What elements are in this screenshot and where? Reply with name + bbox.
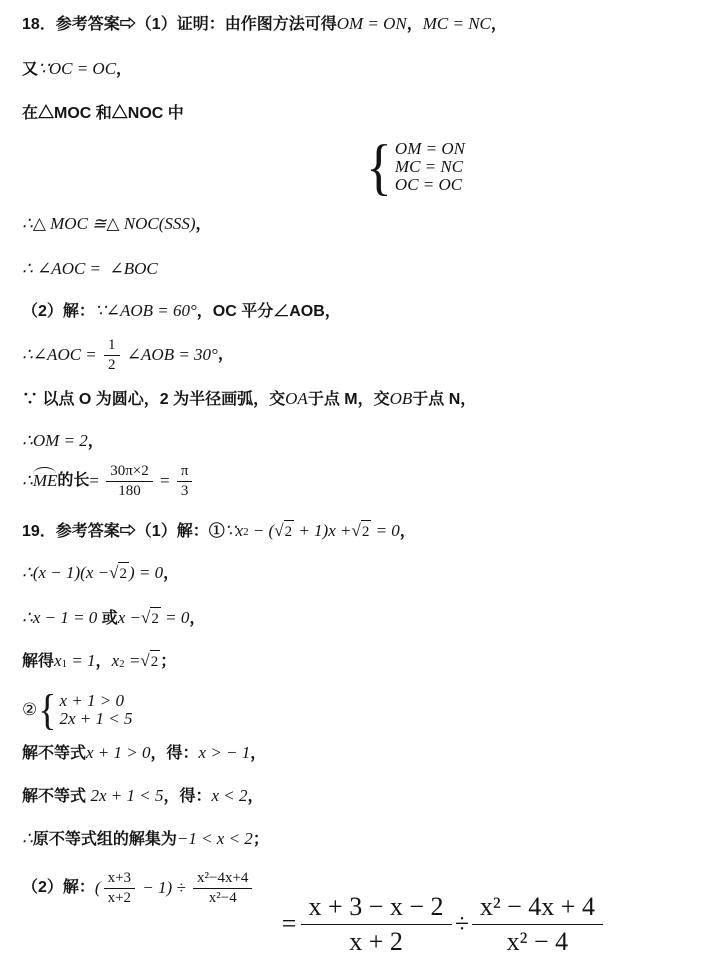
math-text: = xyxy=(280,909,298,938)
numerator: 30π×2 xyxy=(106,462,153,482)
math-text: x < 2 xyxy=(211,786,248,805)
math-text: = xyxy=(124,651,141,670)
system-row: OM = ON xyxy=(394,139,465,158)
label-text: 19．参考答案⇨（1）解：① xyxy=(22,523,225,540)
math-text: OM = ON xyxy=(336,14,407,33)
punct: ， xyxy=(163,565,180,582)
math-text: + 1)x + xyxy=(294,521,352,540)
fraction xyxy=(106,462,153,501)
math-text: x xyxy=(54,651,62,670)
punct: ， xyxy=(116,61,133,78)
punct: ； xyxy=(252,831,269,848)
math-text: OA xyxy=(285,389,308,408)
system-row: OC = OC xyxy=(394,175,463,194)
label-text: 18．参考答案⇨（1）证明：由作图方法可得 xyxy=(22,16,337,33)
punct: ， xyxy=(95,653,112,670)
label-text: 解不等式 xyxy=(22,788,91,805)
radicand: 2 xyxy=(284,520,295,543)
math-text: MC = NC xyxy=(422,14,491,33)
numerator: x² − 4x + 4 xyxy=(472,890,603,925)
math-text: ∴ xyxy=(22,829,33,848)
subscript: 1 xyxy=(61,658,68,670)
punct: ， xyxy=(406,16,423,33)
line-part2-start xyxy=(22,300,341,327)
left-brace: { xyxy=(38,685,57,735)
circled-number: ② xyxy=(22,700,38,719)
math-text: = 1 xyxy=(67,651,96,670)
math-text: − ( xyxy=(248,521,275,540)
numerator: x+3 xyxy=(104,869,135,889)
fraction xyxy=(193,869,252,908)
math-text: x xyxy=(111,651,120,670)
math-text: ∴ ∠AOC = ∠BOC xyxy=(22,259,158,278)
left-brace: { xyxy=(366,132,392,202)
denominator: 2 xyxy=(108,356,116,373)
denominator: x² − 4 xyxy=(506,926,569,956)
math-text: = 0 xyxy=(160,608,190,627)
punct: ， xyxy=(195,216,212,233)
line-angle-equality xyxy=(22,258,158,285)
radical-sign: √ xyxy=(351,521,361,540)
radical-sign: √ xyxy=(109,563,119,582)
punct: ， xyxy=(399,523,416,540)
system-row: 2x + 1 < 5 xyxy=(59,709,133,728)
line-congruence xyxy=(22,213,212,240)
line-oc-equal xyxy=(22,58,132,85)
sqrt-radical xyxy=(274,520,294,543)
math-text: ÷ xyxy=(454,909,469,938)
line-q18-start xyxy=(22,13,507,40)
math-text: x + 1 > 0 xyxy=(86,743,151,762)
line-om-2 xyxy=(22,430,104,457)
line-triangles xyxy=(22,103,184,129)
math-text: 2x + 1 < 5 xyxy=(90,786,164,805)
line-part2-expression xyxy=(22,864,255,912)
label-text: 解不等式 xyxy=(22,745,87,762)
radical-sign: √ xyxy=(141,608,151,627)
math-text: = xyxy=(155,471,174,490)
label-text: 或 xyxy=(97,610,118,627)
math-text: x − xyxy=(117,608,142,627)
radical-sign: √ xyxy=(140,651,150,670)
label-text: 在△MOC 和△NOC 中 xyxy=(22,105,184,122)
line-angle-aoc xyxy=(22,336,234,374)
math-text: − 1) ÷ xyxy=(138,878,191,897)
label-text: ，OC 平分∠AOB， xyxy=(196,303,341,320)
fraction xyxy=(104,869,135,908)
radicand: 2 xyxy=(361,520,372,543)
sqrt-radical xyxy=(109,562,129,585)
label-text: 又 xyxy=(22,61,39,78)
punct: ， xyxy=(217,346,234,363)
denominator: x + 2 xyxy=(349,926,403,956)
line-solve-ineq2 xyxy=(22,785,264,812)
line-arc-construction xyxy=(22,388,476,415)
punct: ， xyxy=(87,433,104,450)
denominator: 180 xyxy=(118,482,141,499)
math-text: ∴OM = 2 xyxy=(22,431,88,450)
math-text: ∴x − 1 = 0 xyxy=(22,608,98,627)
math-text: −1 < x < 2 xyxy=(176,829,253,848)
superscript: 2 xyxy=(243,526,249,538)
line-factored xyxy=(22,562,179,589)
fraction xyxy=(177,462,193,501)
label-text: （2）解： xyxy=(22,879,95,896)
punct: ， xyxy=(189,610,206,627)
math-text: ∴(x − 1)(x − xyxy=(22,563,110,582)
line-roots-cases xyxy=(22,607,205,634)
line-solution-set xyxy=(22,828,269,855)
label-text: ，得： xyxy=(150,745,199,762)
numerator: x²−4x+4 xyxy=(193,869,252,889)
math-text: = 0 xyxy=(371,521,400,540)
math-text: ∵∠AOB = 60° xyxy=(94,301,197,320)
math-text: ∴△ MOC ≅△ NOC(SSS) xyxy=(22,214,196,233)
radical-sign: √ xyxy=(274,521,284,540)
math-text: OB xyxy=(389,389,413,408)
line-solve-ineq1 xyxy=(22,742,266,769)
fraction xyxy=(472,890,603,958)
math-text: x > − 1 xyxy=(198,743,251,762)
sqrt-radical xyxy=(140,650,160,673)
label-text: 原不等式组的解集为 xyxy=(32,831,177,848)
system-row: x + 1 > 0 xyxy=(59,691,124,710)
denominator: x+2 xyxy=(107,889,132,906)
label-text: 于点 M，交 xyxy=(307,391,390,408)
label-text: ，得： xyxy=(163,788,212,805)
radicand: 2 xyxy=(118,562,129,585)
line-q19-start xyxy=(22,520,416,547)
fraction xyxy=(301,890,452,958)
punct: ， xyxy=(250,745,267,762)
label-text: 的长 xyxy=(57,472,90,489)
radicand: 2 xyxy=(150,650,161,673)
math-text: ∴ xyxy=(22,471,33,490)
line-simplified-expression xyxy=(280,891,606,956)
subscript: 2 xyxy=(119,658,125,670)
math-text: ∵OC = OC xyxy=(38,59,117,78)
math-text: = xyxy=(89,471,104,490)
math-text: ∠AOB = 30° xyxy=(122,345,218,364)
sqrt-radical xyxy=(141,607,161,630)
inequality-system xyxy=(22,685,133,735)
denominator: 3 xyxy=(180,482,189,499)
label-text: 解得 xyxy=(22,653,55,670)
punct: ， xyxy=(247,788,264,805)
denominator: x²−4 xyxy=(208,889,237,906)
line-arc-length xyxy=(22,458,195,504)
line-solutions xyxy=(22,650,176,677)
sqrt-radical xyxy=(351,520,371,543)
radicand: 2 xyxy=(150,607,161,630)
equation-system-q18 xyxy=(366,132,465,202)
label-text: （2）解： xyxy=(22,303,95,320)
label-text: 于点 N， xyxy=(412,391,477,408)
punct: ， xyxy=(490,16,507,33)
math-text: ) = 0 xyxy=(128,563,164,582)
numerator: 1 xyxy=(104,336,120,356)
arc-label: ME xyxy=(32,471,58,490)
system-row: MC = NC xyxy=(394,157,464,176)
fraction xyxy=(104,336,120,375)
numerator: π xyxy=(177,462,193,482)
math-text: ( xyxy=(94,878,101,897)
math-text: ∵x xyxy=(224,521,244,540)
numerator: x + 3 − x − 2 xyxy=(301,890,452,925)
math-text: ∴∠AOC = xyxy=(22,345,102,364)
label-text: ∵ 以点 O 为圆心，2 为半径画弧，交 xyxy=(22,391,286,408)
punct: ； xyxy=(160,653,177,670)
